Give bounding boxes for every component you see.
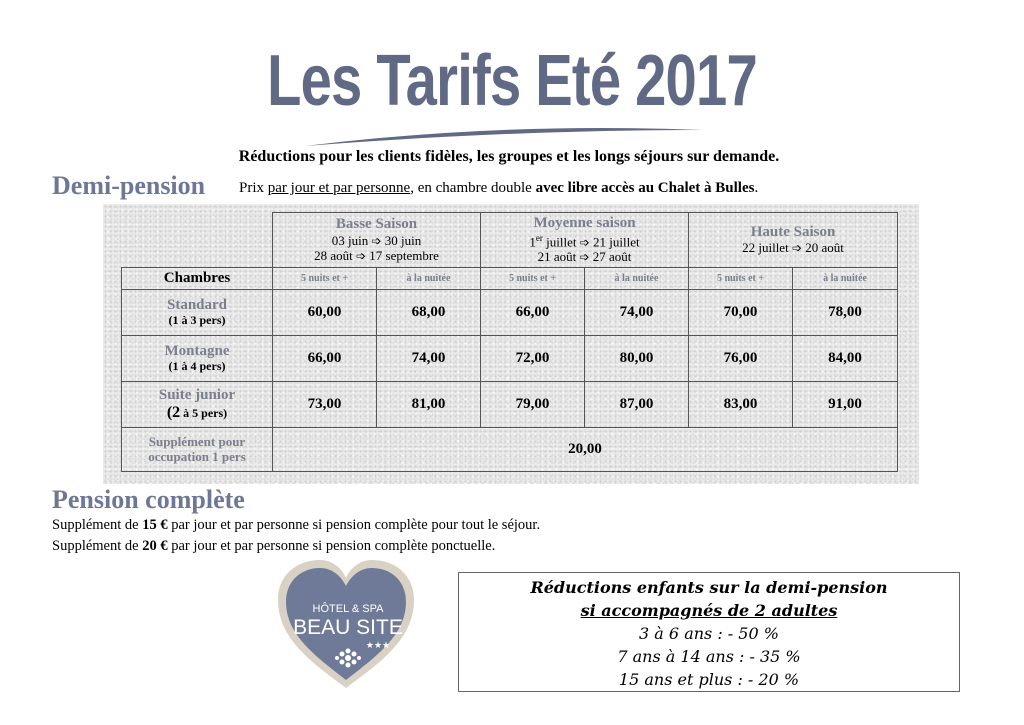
enfants-line: 3 à 6 ans : - 50 % (639, 624, 779, 643)
enfants-title: Réductions enfants sur la demi-pension (530, 578, 888, 597)
page-title: Les Tarifs Eté 2017 (267, 41, 757, 121)
sub-nuitee: à la nuitée (377, 268, 481, 290)
room-standard: Standard (1 à 3 pers) (122, 290, 273, 336)
price-cell: 78,00 (793, 290, 898, 336)
price-cell: 87,00 (585, 382, 689, 428)
price-cell: 81,00 (377, 382, 481, 428)
sub-5-nuits: 5 nuits et + (481, 268, 585, 290)
logo-line-1: HÔTEL & SPA (312, 603, 384, 615)
price-cell: 66,00 (481, 290, 585, 336)
sub-5-nuits: 5 nuits et + (689, 268, 793, 290)
season-basse: Basse Saison 03 juin ➩ 30 juin 28 août ➩ 17 septembre (273, 213, 481, 268)
sub-nuitee: à la nuitée (793, 268, 898, 290)
table-row (122, 290, 898, 336)
intro-text: Réductions pour les clients fidèles, les groupes et les longs séjours sur demande. (238, 148, 780, 165)
logo-stars: ★★★ (365, 641, 391, 651)
price-cell: 68,00 (377, 290, 481, 336)
season-haute: Haute Saison 22 juillet ➩ 20 août (689, 213, 898, 268)
supplement-row (122, 428, 898, 472)
reductions-enfants-box (458, 572, 960, 692)
season-header-row (122, 213, 898, 268)
price-cell: 79,00 (481, 382, 585, 428)
enfants-line: 15 ans et plus : - 20 % (618, 670, 800, 689)
empty-corner (122, 213, 273, 268)
demi-pension-description: Prix par jour et par personne, en chambre double avec libre accès au Chalet à Bulles. (239, 180, 759, 196)
pension-line-1: Supplément de 15 € par jour et par personne si pension complète pour tout le séjour. (52, 517, 541, 533)
price-cell: 70,00 (689, 290, 793, 336)
price-cell: 60,00 (273, 290, 377, 336)
subheader-row (122, 268, 898, 290)
price-cell: 83,00 (689, 382, 793, 428)
price-cell: 76,00 (689, 336, 793, 382)
price-cell: 72,00 (481, 336, 585, 382)
table-row (122, 336, 898, 382)
sub-nuitee: à la nuitée (585, 268, 689, 290)
pension-complete-heading: Pension complète (52, 485, 245, 514)
pension-line-2: Supplément de 20 € par jour et par personne si pension complète ponctuelle. (52, 538, 496, 554)
sub-5-nuits: 5 nuits et + (273, 268, 377, 290)
enfants-subtitle: si accompagnés de 2 adultes (580, 601, 838, 620)
price-cell: 91,00 (793, 382, 898, 428)
chambres-header: Chambres (122, 268, 273, 290)
supplement-value: 20,00 (273, 428, 898, 472)
tarifs-table (121, 212, 898, 472)
price-cell: 66,00 (273, 336, 377, 382)
price-cell: 80,00 (585, 336, 689, 382)
supplement-label: Supplément pour occupation 1 pers (122, 428, 273, 472)
demi-pension-heading: Demi-pension (52, 171, 206, 200)
price-cell: 84,00 (793, 336, 898, 382)
table-row (122, 382, 898, 428)
room-suite-junior: Suite junior (2 à 5 pers) (122, 382, 273, 428)
price-cell: 73,00 (273, 382, 377, 428)
room-montagne: Montagne (1 à 4 pers) (122, 336, 273, 382)
price-cell: 74,00 (585, 290, 689, 336)
hotel-logo (274, 556, 418, 696)
enfants-line: 7 ans à 14 ans : - 35 % (617, 647, 801, 666)
logo-line-2: BEAU SITE (293, 616, 403, 639)
price-cell: 74,00 (377, 336, 481, 382)
title-swoosh (300, 126, 710, 150)
season-moyenne: Moyenne saison 1er juillet ➩ 21 juillet 21 août ➩ 27 août (481, 213, 689, 268)
